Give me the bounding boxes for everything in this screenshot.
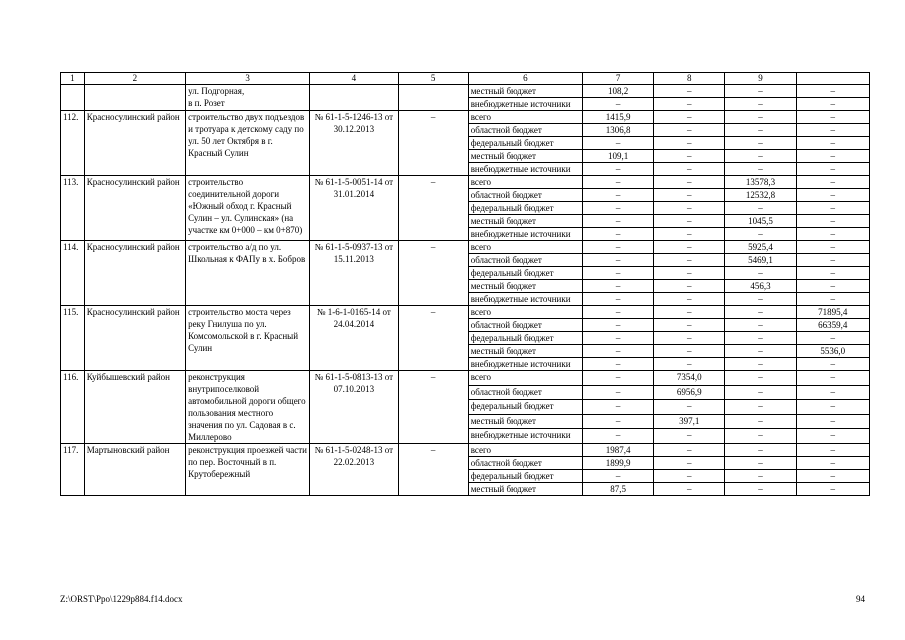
- amount-cell: 1899,9: [583, 457, 654, 470]
- amount-cell: 13578,3: [725, 176, 796, 189]
- amount-cell: –: [583, 470, 654, 483]
- funding-source: федеральный бюджет: [468, 332, 582, 345]
- amount-cell: –: [654, 306, 725, 319]
- funding-source: местный бюджет: [468, 414, 582, 429]
- amount-cell: –: [725, 124, 796, 137]
- funding-source: всего: [468, 371, 582, 386]
- col-num-6: 6: [468, 73, 582, 85]
- col5-value: –: [398, 241, 468, 306]
- district-name: Красносулинский район: [84, 176, 185, 241]
- amount-cell: –: [654, 444, 725, 457]
- amount-cell: –: [725, 319, 796, 332]
- amount-cell: –: [654, 429, 725, 444]
- amount-cell: –: [796, 444, 869, 457]
- amount-cell: –: [725, 345, 796, 358]
- document-reference: № 61-1-5-1246-13 от 30.12.2013: [310, 111, 398, 176]
- file-path: Z:\ORST\Ppo\1229p884.f14.docx: [60, 594, 183, 604]
- col-num-8: 8: [654, 73, 725, 85]
- amount-cell: –: [796, 400, 869, 415]
- amount-cell: –: [654, 280, 725, 293]
- amount-cell: –: [725, 429, 796, 444]
- col5-value: –: [398, 371, 468, 444]
- district-name: Красносулинский район: [84, 306, 185, 371]
- amount-cell: –: [796, 241, 869, 254]
- amount-cell: –: [725, 414, 796, 429]
- amount-cell: –: [654, 293, 725, 306]
- object-cell: [186, 85, 310, 111]
- amount-cell: –: [583, 241, 654, 254]
- amount-cell: –: [583, 254, 654, 267]
- entry-number: 112.: [61, 111, 85, 176]
- amount-cell: –: [796, 124, 869, 137]
- amount-cell: –: [583, 319, 654, 332]
- funding-source: областной бюджет: [468, 385, 582, 400]
- object-description: реконструкция внутрипоселковой автомобильной дороги общего пользования местного значения по ул. Садовая в с. Миллерово: [186, 371, 310, 444]
- column-number-row: [61, 73, 870, 85]
- amount-cell: –: [654, 483, 725, 496]
- amount-cell: –: [654, 163, 725, 176]
- entry-number-cell: [61, 85, 85, 111]
- amount-cell: 397,1: [654, 414, 725, 429]
- amount-cell: –: [796, 189, 869, 202]
- amount-cell: –: [583, 414, 654, 429]
- amount-cell: –: [654, 85, 725, 98]
- col5-cell: [398, 85, 468, 111]
- funding-source: федеральный бюджет: [468, 400, 582, 415]
- amount-cell: –: [725, 293, 796, 306]
- amount-cell: –: [796, 385, 869, 400]
- object-description: строительство двух подъездов и тротуара к детскому саду по ул. 50 лет Октября в г. Красный Сулин: [186, 111, 310, 176]
- amount-cell: 6956,9: [654, 385, 725, 400]
- amount-cell: 5469,1: [725, 254, 796, 267]
- entry-number: 115.: [61, 306, 85, 371]
- amount-cell: –: [796, 358, 869, 371]
- amount-cell: –: [725, 306, 796, 319]
- amount-cell: 1045,5: [725, 215, 796, 228]
- amount-cell: –: [725, 163, 796, 176]
- amount-cell: –: [583, 371, 654, 386]
- page-number: 94: [856, 594, 865, 604]
- col-num-4: 4: [310, 73, 398, 85]
- amount-cell: –: [796, 111, 869, 124]
- amount-cell: 66359,4: [796, 319, 869, 332]
- amount-cell: –: [725, 400, 796, 415]
- funding-source: внебюджетные источники: [468, 293, 582, 306]
- amount-cell: –: [654, 241, 725, 254]
- amount-cell: –: [725, 371, 796, 386]
- amount-cell: –: [796, 429, 869, 444]
- amount-cell: 1415,9: [583, 111, 654, 124]
- amount-cell: –: [654, 124, 725, 137]
- district-name: Красносулинский район: [84, 241, 185, 306]
- amount-cell: 71895,4: [796, 306, 869, 319]
- amount-cell: –: [583, 189, 654, 202]
- amount-cell: –: [725, 444, 796, 457]
- object-line: в п. Розет: [188, 98, 225, 108]
- amount-cell: –: [796, 202, 869, 215]
- funding-source: внебюджетные источники: [468, 163, 582, 176]
- amount-cell: –: [796, 176, 869, 189]
- table-row: [61, 371, 870, 386]
- amount-cell: –: [583, 202, 654, 215]
- funding-source: местный бюджет: [468, 483, 582, 496]
- district-name: Куйбышевский район: [84, 371, 185, 444]
- funding-source: всего: [468, 241, 582, 254]
- funding-source: местный бюджет: [468, 345, 582, 358]
- amount-cell: –: [725, 85, 796, 98]
- amount-cell: –: [654, 137, 725, 150]
- funding-source: всего: [468, 444, 582, 457]
- district-name: Красносулинский район: [84, 111, 185, 176]
- district-name: Мартыновский район: [84, 444, 185, 496]
- amount-cell: –: [796, 371, 869, 386]
- funding-source: федеральный бюджет: [468, 470, 582, 483]
- table-row: [61, 111, 870, 124]
- amount-cell: –: [796, 150, 869, 163]
- amount-cell: –: [796, 137, 869, 150]
- col5-value: –: [398, 306, 468, 371]
- amount-cell: –: [725, 267, 796, 280]
- amount-cell: –: [583, 385, 654, 400]
- amount-cell: –: [654, 345, 725, 358]
- amount-cell: –: [796, 483, 869, 496]
- funding-source: федеральный бюджет: [468, 202, 582, 215]
- amount-cell: –: [654, 267, 725, 280]
- amount-cell: –: [583, 176, 654, 189]
- doc-cell: [310, 85, 398, 111]
- amount-cell: –: [725, 358, 796, 371]
- amount-cell: –: [796, 163, 869, 176]
- amount-cell: –: [725, 228, 796, 241]
- amount-cell: 5536,0: [796, 345, 869, 358]
- object-description: реконструкция проезжей части по пер. Восточный в п. Крутобережный: [186, 444, 310, 496]
- amount-cell: –: [796, 293, 869, 306]
- amount-cell: –: [583, 400, 654, 415]
- col-num-9: 9: [725, 73, 796, 85]
- col5-value: –: [398, 111, 468, 176]
- funding-source: областной бюджет: [468, 457, 582, 470]
- amount-cell: –: [796, 98, 869, 111]
- object-description: строительство моста через реку Гнилуша по ул. Комсомольской в г. Красный Сулин: [186, 306, 310, 371]
- amount-cell: –: [796, 414, 869, 429]
- amount-cell: 108,2: [583, 85, 654, 98]
- document-reference: № 61-1-5-0051-14 от 31.01.2014: [310, 176, 398, 241]
- amount-cell: –: [583, 358, 654, 371]
- funding-source: внебюджетные источники: [468, 429, 582, 444]
- funding-source: всего: [468, 176, 582, 189]
- amount-cell: –: [654, 457, 725, 470]
- table-row: [61, 306, 870, 319]
- amount-cell: –: [654, 228, 725, 241]
- funding-source: местный бюджет: [468, 280, 582, 293]
- amount-cell: –: [583, 98, 654, 111]
- funding-source: областной бюджет: [468, 254, 582, 267]
- amount-cell: –: [654, 358, 725, 371]
- funding-source: внебюджетные источники: [468, 98, 582, 111]
- funding-source: внебюджетные источники: [468, 358, 582, 371]
- amount-cell: –: [654, 111, 725, 124]
- amount-cell: 87,5: [583, 483, 654, 496]
- amount-cell: –: [725, 202, 796, 215]
- amount-cell: –: [583, 280, 654, 293]
- amount-cell: –: [654, 400, 725, 415]
- amount-cell: –: [583, 306, 654, 319]
- funding-source: местный бюджет: [468, 85, 582, 98]
- amount-cell: –: [796, 85, 869, 98]
- amount-cell: –: [725, 111, 796, 124]
- col5-value: –: [398, 444, 468, 496]
- amount-cell: –: [654, 319, 725, 332]
- amount-cell: –: [654, 470, 725, 483]
- col-num-3: 3: [186, 73, 310, 85]
- document-reference: № 61-1-5-0248-13 от 22.02.2013: [310, 444, 398, 496]
- amount-cell: –: [725, 483, 796, 496]
- table-row: [61, 241, 870, 254]
- amount-cell: 7354,0: [654, 371, 725, 386]
- table-row: [61, 444, 870, 457]
- col-num-7: 7: [583, 73, 654, 85]
- amount-cell: –: [796, 215, 869, 228]
- amount-cell: –: [796, 280, 869, 293]
- amount-cell: –: [654, 202, 725, 215]
- col5-value: –: [398, 176, 468, 241]
- document-reference: № 61-1-5-0937-13 от 15.11.2013: [310, 241, 398, 306]
- col-num-5: 5: [398, 73, 468, 85]
- object-description: строительство соединительной дороги «Южный обход г. Красный Сулин – ул. Сулинская» (на участке км 0+000 – км 0+870): [186, 176, 310, 241]
- amount-cell: –: [583, 429, 654, 444]
- amount-cell: 109,1: [583, 150, 654, 163]
- funding-source: федеральный бюджет: [468, 267, 582, 280]
- amount-cell: –: [725, 457, 796, 470]
- amount-cell: –: [725, 332, 796, 345]
- amount-cell: –: [654, 215, 725, 228]
- funding-source: областной бюджет: [468, 124, 582, 137]
- funding-source: всего: [468, 111, 582, 124]
- amount-cell: –: [796, 470, 869, 483]
- amount-cell: –: [725, 470, 796, 483]
- amount-cell: –: [796, 254, 869, 267]
- amount-cell: –: [725, 150, 796, 163]
- amount-cell: –: [583, 345, 654, 358]
- entry-number: 114.: [61, 241, 85, 306]
- entry-number: 113.: [61, 176, 85, 241]
- funding-source: федеральный бюджет: [468, 137, 582, 150]
- amount-cell: –: [583, 293, 654, 306]
- col-num-1: 1: [61, 73, 85, 85]
- amount-cell: 456,3: [725, 280, 796, 293]
- amount-cell: –: [796, 228, 869, 241]
- amount-cell: –: [725, 137, 796, 150]
- amount-cell: –: [796, 267, 869, 280]
- funding-source: местный бюджет: [468, 150, 582, 163]
- funding-source: всего: [468, 306, 582, 319]
- amount-cell: –: [654, 189, 725, 202]
- table-row: [61, 85, 870, 98]
- amount-cell: –: [796, 332, 869, 345]
- document-reference: № 1-6-1-0165-14 от 24.04.2014: [310, 306, 398, 371]
- object-line: ул. Подгорная,: [188, 86, 245, 96]
- amount-cell: 1306,8: [583, 124, 654, 137]
- funding-source: областной бюджет: [468, 319, 582, 332]
- col-num-2: 2: [84, 73, 185, 85]
- entry-number: 117.: [61, 444, 85, 496]
- funding-source: областной бюджет: [468, 189, 582, 202]
- amount-cell: 12532,8: [725, 189, 796, 202]
- amount-cell: –: [796, 457, 869, 470]
- document-reference: № 61-1-5-0813-13 от 07.10.2013: [310, 371, 398, 444]
- col-num-10: [796, 73, 869, 85]
- program-table: [60, 72, 870, 496]
- amount-cell: –: [583, 137, 654, 150]
- district-cell: [84, 85, 185, 111]
- amount-cell: –: [583, 163, 654, 176]
- amount-cell: –: [654, 150, 725, 163]
- object-description: строительство а/д по ул. Школьная к ФАПу в х. Бобров: [186, 241, 310, 306]
- amount-cell: –: [583, 332, 654, 345]
- amount-cell: –: [583, 228, 654, 241]
- amount-cell: 1987,4: [583, 444, 654, 457]
- amount-cell: –: [654, 176, 725, 189]
- amount-cell: –: [583, 215, 654, 228]
- funding-source: внебюджетные источники: [468, 228, 582, 241]
- amount-cell: –: [725, 385, 796, 400]
- amount-cell: –: [725, 98, 796, 111]
- table-row: [61, 176, 870, 189]
- funding-source: местный бюджет: [468, 215, 582, 228]
- amount-cell: –: [654, 254, 725, 267]
- amount-cell: –: [654, 98, 725, 111]
- amount-cell: –: [583, 267, 654, 280]
- amount-cell: –: [654, 332, 725, 345]
- entry-number: 116.: [61, 371, 85, 444]
- amount-cell: 5925,4: [725, 241, 796, 254]
